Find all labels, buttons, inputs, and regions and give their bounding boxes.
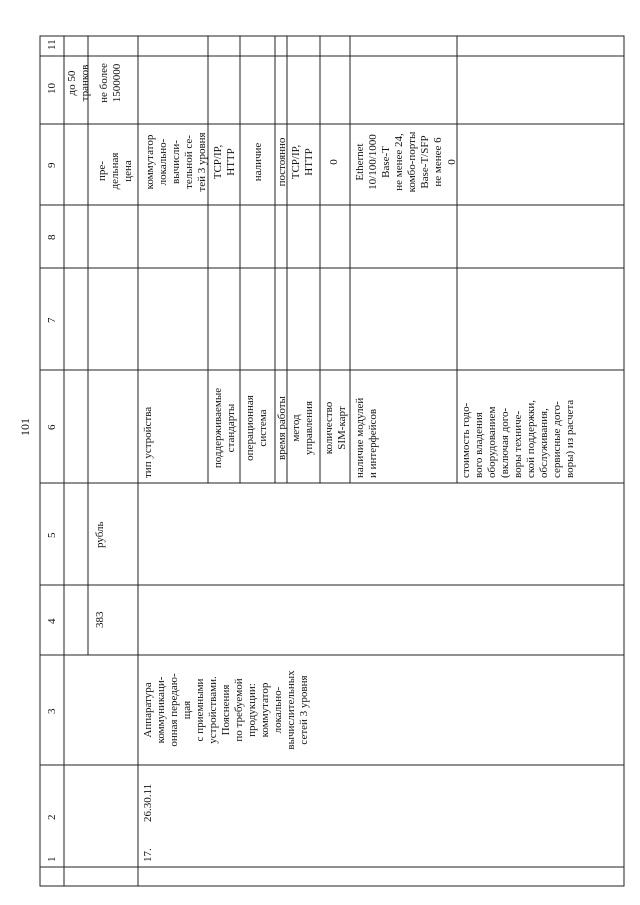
sim-value: 0 bbox=[328, 159, 340, 165]
sim-label: количество SIM-карт bbox=[323, 401, 348, 455]
standards-label: поддерживаемые стандарты bbox=[212, 387, 237, 469]
column-number-2: 2 bbox=[46, 814, 58, 820]
price-label: пре- дельная цена bbox=[96, 152, 134, 190]
control-label: метод управления bbox=[290, 400, 315, 456]
modules-value: Ethernet 10/100/1000 Base-T не менее 24, комбо-порты Base-T/SFP не менее 6 bbox=[354, 131, 444, 193]
column-number-6: 6 bbox=[46, 424, 58, 430]
control-value: TCP/IP, HTTP bbox=[290, 144, 315, 180]
product-name: Аппаратура коммуникаци- онная передаю- щая с приемными устройствами. Пояснения по требуемой продукции: коммутатор локально- вычислительных сетей 3 уровня bbox=[142, 670, 310, 750]
trunks-value: до 50 транков bbox=[66, 64, 91, 102]
okpd-code: 26.30.11 bbox=[142, 783, 154, 822]
column-number-4: 4 bbox=[46, 618, 58, 624]
column-number-3: 3 bbox=[46, 708, 58, 714]
column-number-11: 11 bbox=[46, 39, 58, 50]
okei-code: 383 bbox=[94, 611, 106, 628]
modules-label: наличие модулей и интерфейсов bbox=[354, 397, 379, 478]
device-type-value: коммутатор локально- вычисли- тельной се- тей 3 уровня bbox=[144, 132, 208, 192]
uptime-value: постоянно bbox=[276, 137, 288, 187]
column-number-5: 5 bbox=[46, 532, 58, 538]
device-type-label: тип устройства bbox=[142, 406, 154, 478]
unit: рубль bbox=[94, 521, 106, 548]
column-number-1: 1 bbox=[46, 856, 58, 862]
ownership-value: 0 bbox=[446, 159, 458, 165]
os-value: наличие bbox=[252, 142, 264, 182]
row-number: 17. bbox=[142, 848, 154, 862]
standards-value: TCP/IP, HTTP bbox=[212, 144, 237, 180]
ownership-label: стоимость годо- вого владения оборудованием (включая дого- воры техниче- ской поддержки, обслуживания, сервисные дого- воры) из расчета bbox=[460, 399, 576, 478]
column-number-8: 8 bbox=[46, 234, 58, 240]
column-number-10: 10 bbox=[46, 83, 58, 94]
page-number: 101 bbox=[18, 418, 32, 436]
uptime-label: время работы bbox=[276, 396, 288, 460]
column-number-7: 7 bbox=[46, 317, 58, 323]
os-label: операционная система bbox=[244, 395, 269, 461]
price-value: не более 1500000 bbox=[98, 63, 123, 103]
column-number-9: 9 bbox=[46, 162, 58, 168]
